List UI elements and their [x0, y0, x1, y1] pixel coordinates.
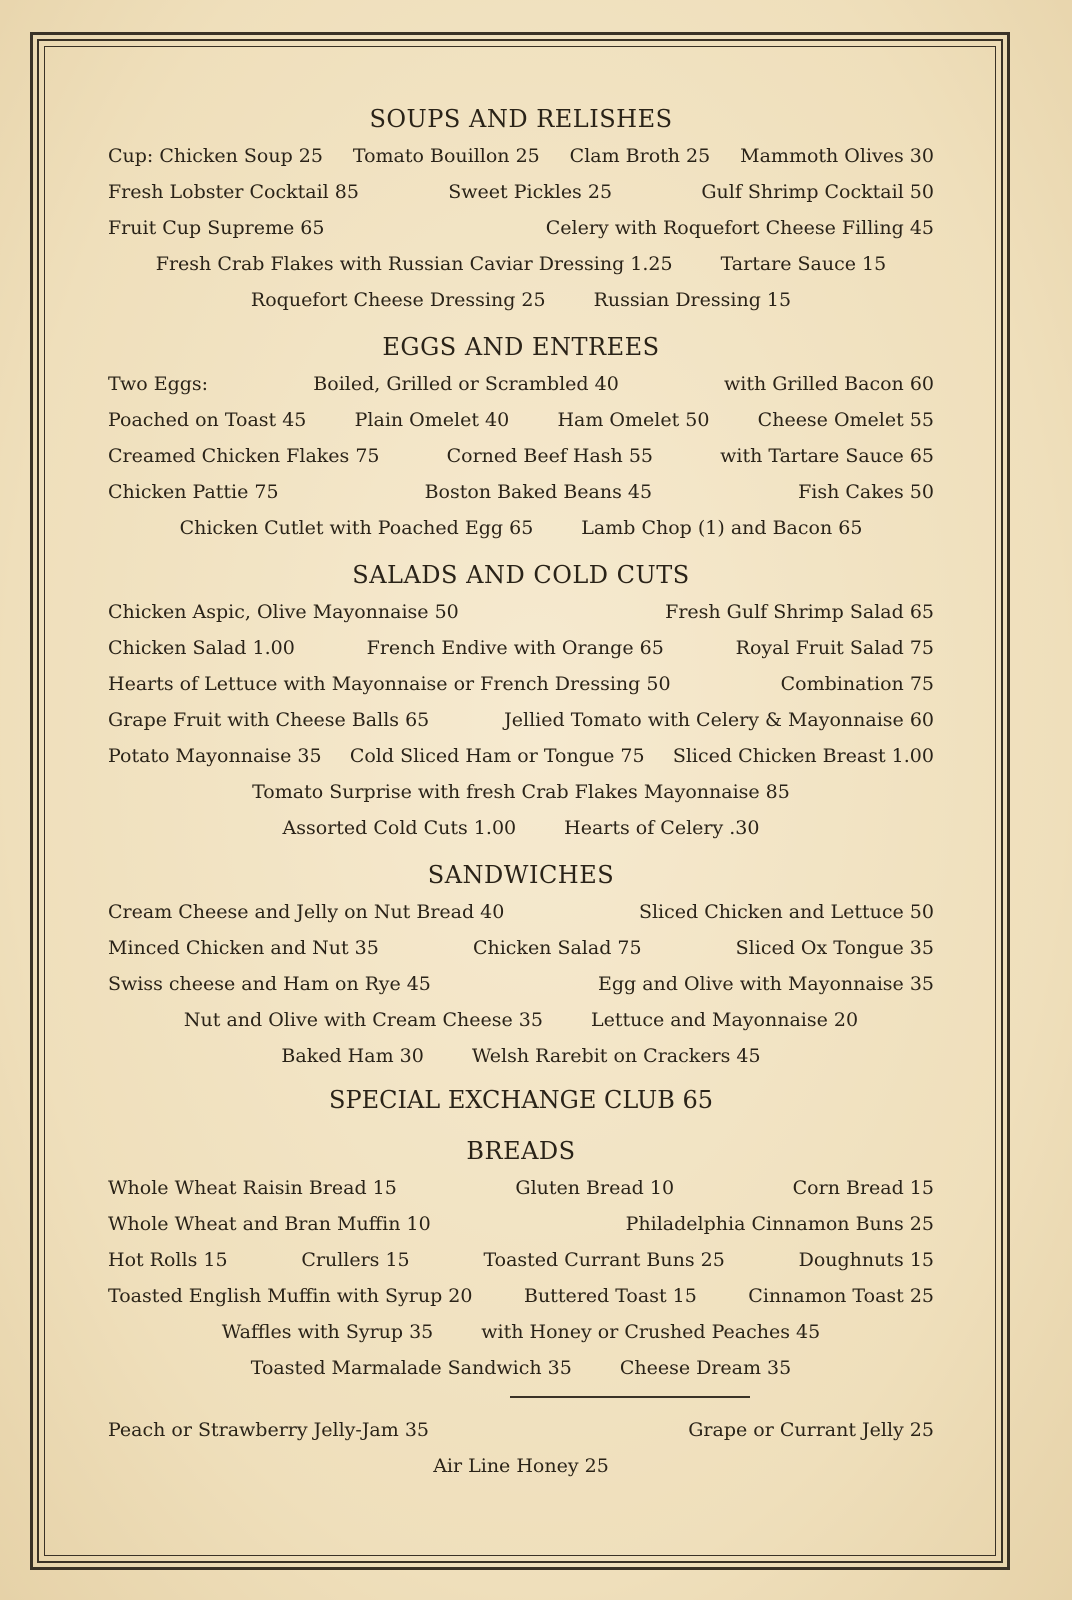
menu-row — [108, 366, 934, 402]
menu-item: Clam Broth 25 — [569, 145, 711, 167]
menu-item: Gluten Bread 10 — [515, 1177, 675, 1199]
menu-item: Creamed Chicken Flakes 75 — [108, 445, 380, 467]
menu-item: Plain Omelet 40 — [354, 409, 510, 431]
menu-item: Chicken Salad 75 — [472, 937, 642, 959]
menu-row — [108, 1412, 934, 1448]
menu-row — [108, 138, 934, 174]
menu-item: Two Eggs: — [108, 373, 209, 395]
menu-row — [108, 438, 934, 474]
menu-row — [108, 1350, 934, 1386]
menu-item: Roquefort Cheese Dressing 25 — [250, 289, 546, 311]
menu-item: Potato Mayonnaise 35 — [108, 745, 322, 767]
menu-row — [108, 666, 934, 702]
menu-item: Boiled, Grilled or Scrambled 40 — [313, 373, 619, 395]
menu-item: Nut and Olive with Cream Cheese 35 — [183, 1009, 543, 1031]
menu-item: Peach or Strawberry Jelly-Jam 35 — [108, 1419, 429, 1441]
menu-item: Sliced Chicken and Lettuce 50 — [638, 901, 934, 923]
menu-item: Combination 75 — [780, 673, 934, 695]
menu-item: Hot Rolls 15 — [108, 1249, 228, 1271]
menu-row — [108, 1314, 934, 1350]
menu-item: Tomato Bouillon 25 — [352, 145, 540, 167]
menu-item: Fresh Crab Flakes with Russian Caviar Dressing 1.25 — [155, 253, 673, 275]
menu-item: Corn Bread 15 — [792, 1177, 934, 1199]
menu-item: Sliced Ox Tongue 35 — [735, 937, 934, 959]
menu-item: Ham Omelet 50 — [557, 409, 710, 431]
menu-item: Hearts of Celery .30 — [564, 817, 760, 839]
menu-row — [108, 174, 934, 210]
menu-item: Jellied Tomato with Celery & Mayonnaise 60 — [504, 709, 934, 731]
menu-item: Fruit Cup Supreme 65 — [108, 217, 325, 239]
menu-row — [108, 1170, 934, 1206]
menu-item: with Grilled Bacon 60 — [723, 373, 934, 395]
menu-row — [108, 474, 934, 510]
menu-row — [108, 774, 934, 810]
menu-item: Tartare Sauce 15 — [720, 253, 887, 275]
menu-item: Fresh Gulf Shrimp Salad 65 — [665, 601, 934, 623]
special-exchange-club: SPECIAL EXCHANGE CLUB 65 — [329, 1086, 713, 1114]
section-title-sandwiches: SANDWICHES — [427, 861, 615, 889]
menu-row — [108, 282, 934, 318]
menu-item: Fresh Lobster Cocktail 85 — [108, 181, 359, 203]
menu-row — [108, 246, 934, 282]
menu-item: Whole Wheat Raisin Bread 15 — [108, 1177, 397, 1199]
menu-item: Air Line Honey 25 — [433, 1455, 609, 1477]
section-title-salads: SALADS AND COLD CUTS — [352, 561, 690, 589]
menu-item: Gulf Shrimp Cocktail 50 — [701, 181, 934, 203]
menu-row — [108, 594, 934, 630]
menu-item: Tomato Surprise with fresh Crab Flakes Mayonnaise 85 — [252, 781, 790, 803]
menu-item: Chicken Salad 1.00 — [108, 637, 295, 659]
menu-item: Doughnuts 15 — [798, 1249, 934, 1271]
menu-item: Grape Fruit with Cheese Balls 65 — [108, 709, 430, 731]
menu-item: with Tartare Sauce 65 — [720, 445, 934, 467]
divider-rule — [510, 1396, 750, 1398]
menu-item: Toasted English Muffin with Syrup 20 — [108, 1285, 473, 1307]
menu-item: Fish Cakes 50 — [798, 481, 934, 503]
menu-item: Royal Fruit Salad 75 — [735, 637, 934, 659]
menu-row — [108, 1038, 934, 1074]
menu-item: Celery with Roquefort Cheese Filling 45 — [545, 217, 934, 239]
menu-item: Crullers 15 — [301, 1249, 410, 1271]
menu-item: Cup: Chicken Soup 25 — [108, 145, 323, 167]
menu-row — [108, 402, 934, 438]
menu-item: Chicken Cutlet with Poached Egg 65 — [179, 517, 534, 539]
menu-item: Welsh Rarebit on Crackers 45 — [471, 1045, 761, 1067]
menu-row — [108, 966, 934, 1002]
menu-row — [108, 1206, 934, 1242]
menu-item: Sweet Pickles 25 — [448, 181, 613, 203]
menu-row — [108, 894, 934, 930]
menu-item: Cheese Omelet 55 — [757, 409, 934, 431]
menu-item: French Endive with Orange 65 — [366, 637, 664, 659]
section-title-eggs: EGGS AND ENTREES — [382, 333, 660, 361]
menu-row — [108, 810, 934, 846]
menu-item: Sliced Chicken Breast 1.00 — [672, 745, 934, 767]
menu-row — [108, 1002, 934, 1038]
menu-row — [108, 1278, 934, 1314]
menu-item: Minced Chicken and Nut 35 — [108, 937, 379, 959]
menu-item: Cheese Dream 35 — [619, 1357, 792, 1379]
menu-item: Hearts of Lettuce with Mayonnaise or French Dressing 50 — [108, 673, 671, 695]
menu-item: Egg and Olive with Mayonnaise 35 — [597, 973, 934, 995]
menu-item: Toasted Currant Buns 25 — [483, 1249, 725, 1271]
menu-item: Waffles with Syrup 35 — [221, 1321, 434, 1343]
menu-row — [108, 738, 934, 774]
menu-item: Lettuce and Mayonnaise 20 — [590, 1009, 859, 1031]
section-title-soups: SOUPS AND RELISHES — [369, 105, 673, 133]
menu-item: Mammoth Olives 30 — [740, 145, 934, 167]
menu-item: Chicken Pattie 75 — [108, 481, 279, 503]
menu-item: Cinnamon Toast 25 — [748, 1285, 934, 1307]
menu-row — [108, 630, 934, 666]
menu-item: Toasted Marmalade Sandwich 35 — [250, 1357, 572, 1379]
menu-item: Boston Baked Beans 45 — [424, 481, 653, 503]
menu-row — [108, 1242, 934, 1278]
menu-content — [108, 100, 934, 1484]
menu-item: Cold Sliced Ham or Tongue 75 — [349, 745, 645, 767]
menu-item: Baked Ham 30 — [281, 1045, 424, 1067]
menu-item: Grape or Currant Jelly 25 — [688, 1419, 934, 1441]
menu-item: Whole Wheat and Bran Muffin 10 — [108, 1213, 431, 1235]
menu-row — [108, 510, 934, 546]
section-title-breads: BREADS — [466, 1137, 576, 1165]
menu-row — [108, 210, 934, 246]
menu-row — [108, 930, 934, 966]
menu-item: Cream Cheese and Jelly on Nut Bread 40 — [108, 901, 505, 923]
menu-item: Poached on Toast 45 — [108, 409, 307, 431]
menu-row — [108, 1448, 934, 1484]
menu-item: Corned Beef Hash 55 — [446, 445, 653, 467]
menu-row — [108, 702, 934, 738]
menu-item: Russian Dressing 15 — [593, 289, 792, 311]
menu-item: Lamb Chop (1) and Bacon 65 — [581, 517, 863, 539]
menu-item: Assorted Cold Cuts 1.00 — [282, 817, 517, 839]
menu-item: with Honey or Crushed Peaches 45 — [481, 1321, 821, 1343]
menu-item: Philadelphia Cinnamon Buns 25 — [625, 1213, 934, 1235]
menu-item: Chicken Aspic, Olive Mayonnaise 50 — [108, 601, 459, 623]
menu-item: Buttered Toast 15 — [523, 1285, 697, 1307]
menu-item: Swiss cheese and Ham on Rye 45 — [108, 973, 431, 995]
